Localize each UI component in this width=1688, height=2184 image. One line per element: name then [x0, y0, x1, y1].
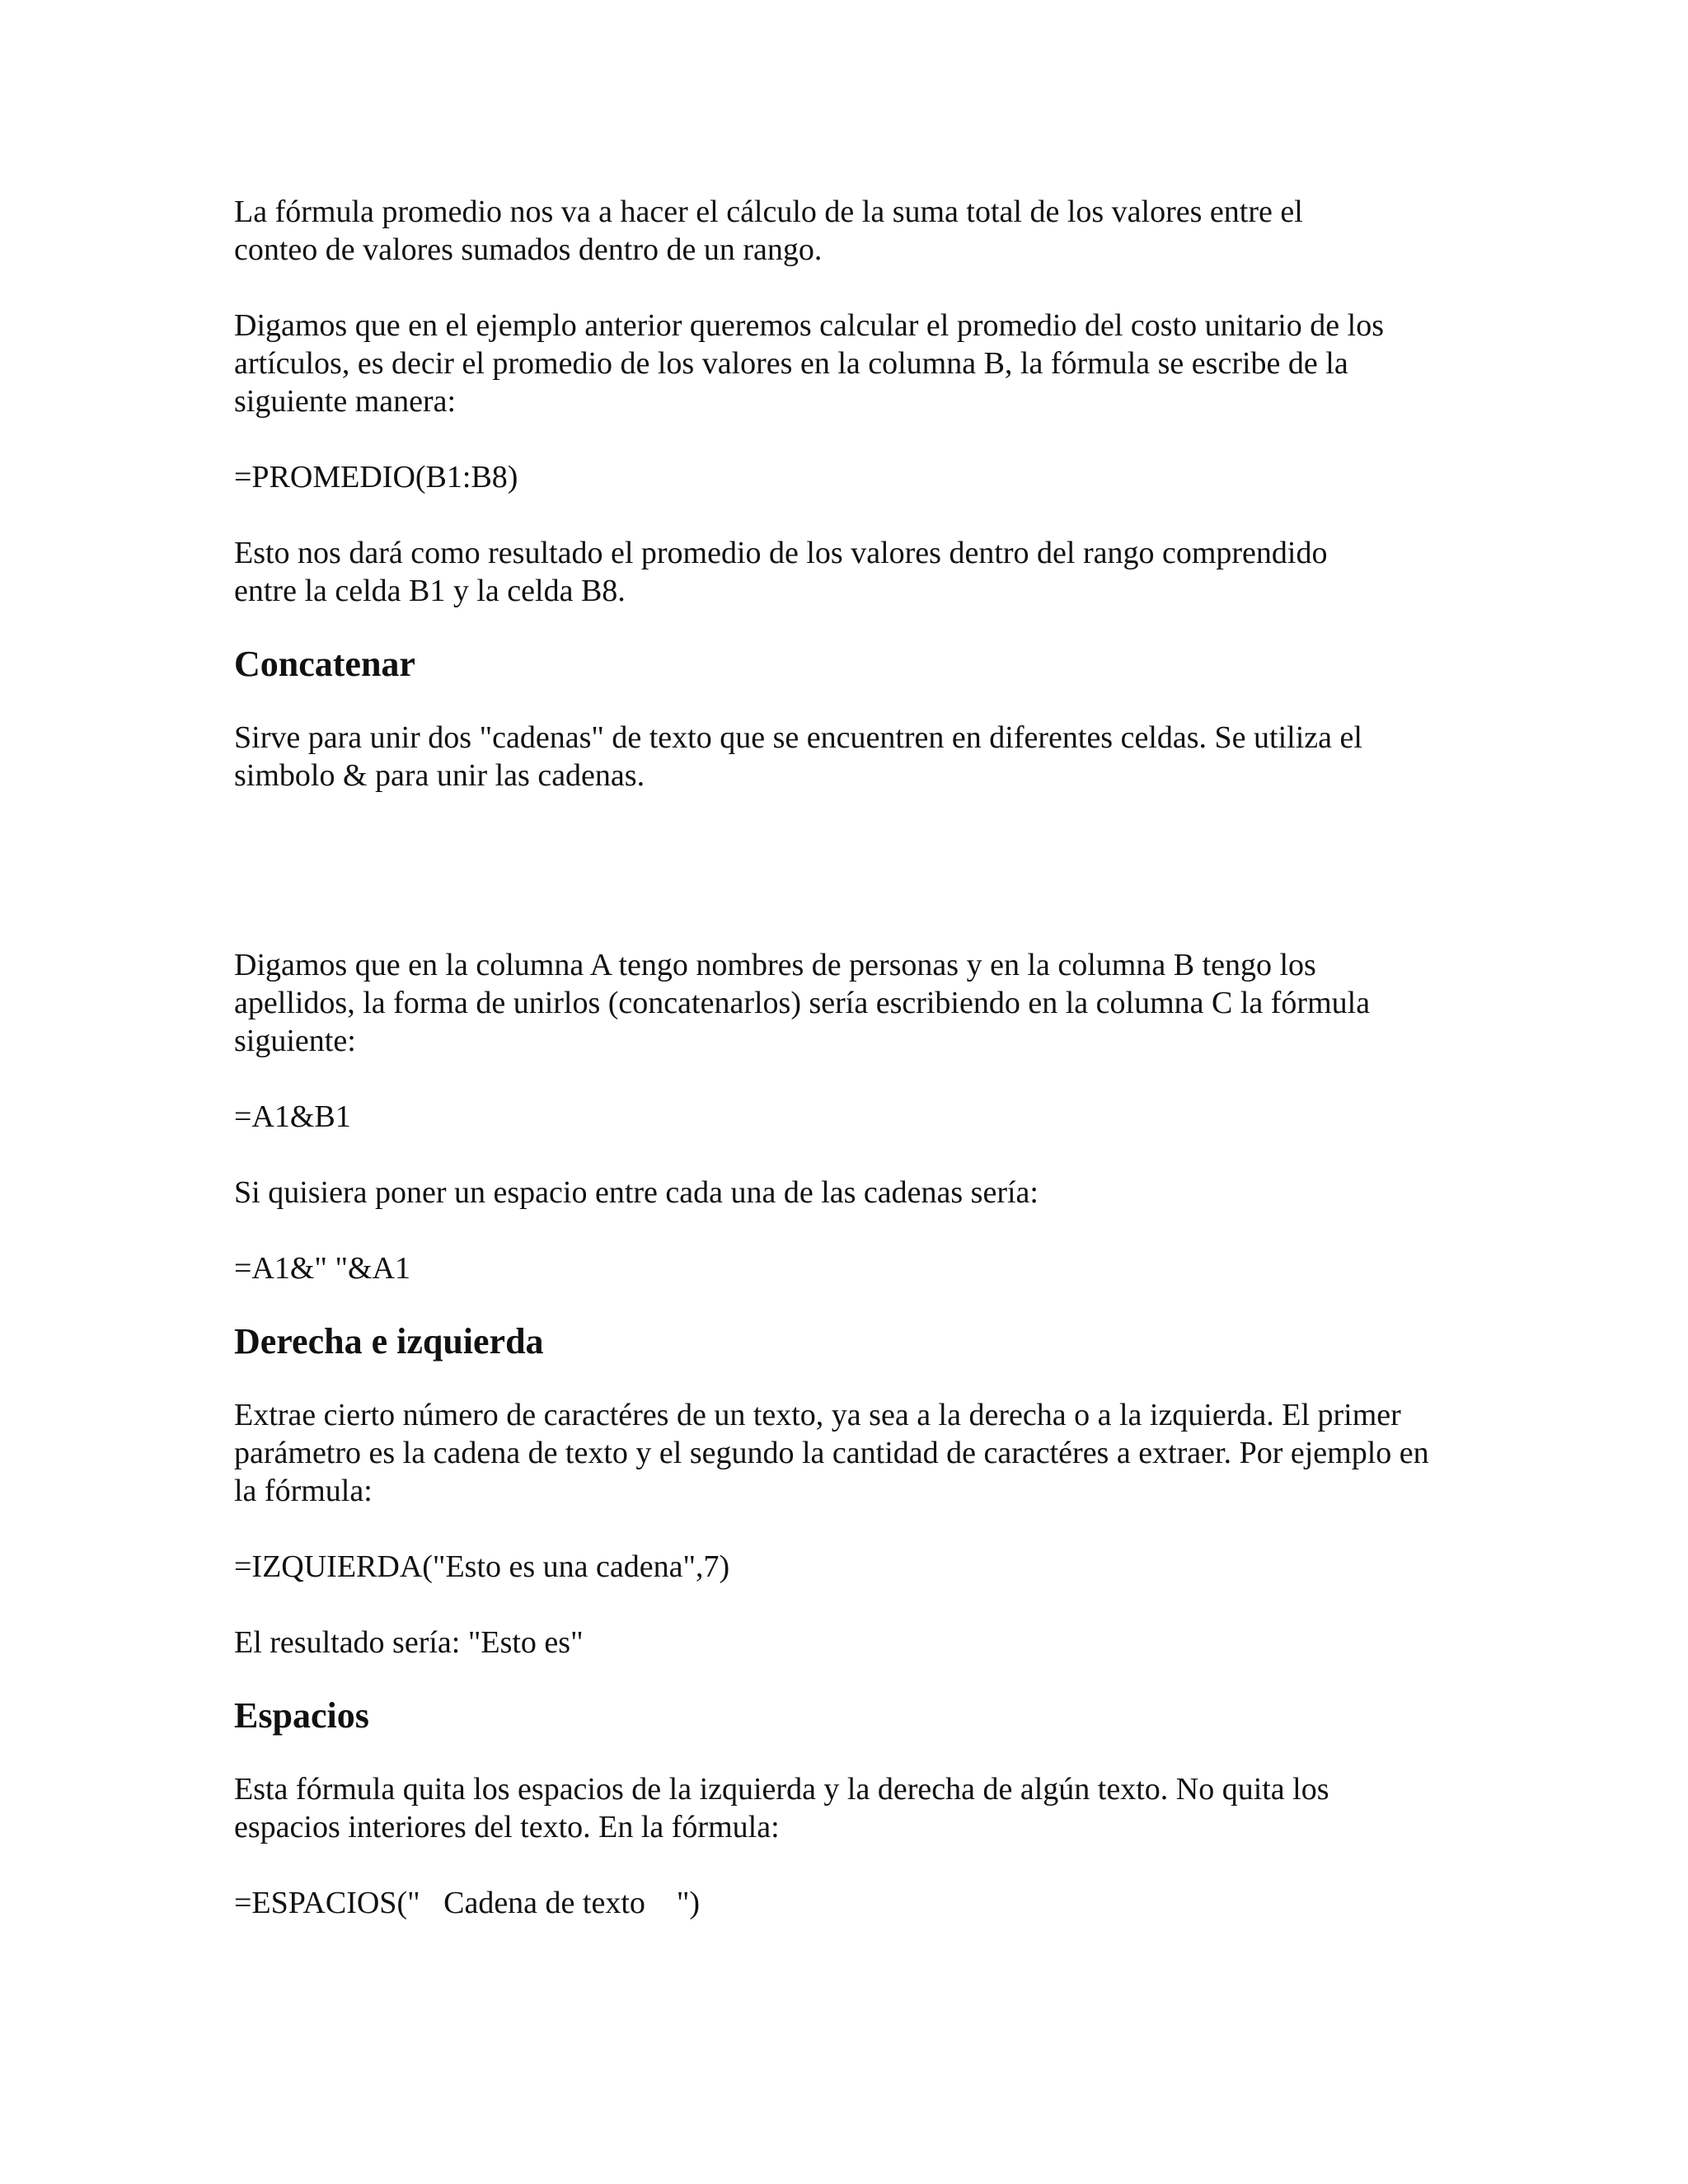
document-page: [234, 193, 1462, 1922]
intro-paragraph-3: Esto nos dará como resultado el promedio de los valores dentro del rango comprendido entre la celda B1 y la celda B8.: [234, 536, 1328, 608]
concatenar-formula-2: =A1&" "&A1: [234, 1251, 410, 1286]
derecha-paragraph-1: Extrae cierto número de caractéres de un texto, ya sea a la derecha o a la izquierda. El primer parámetro es la cadena de texto y el segundo la cantidad de caractéres a extraer. Por ejemplo en la fórmula:: [234, 1398, 1429, 1508]
concatenar-formula-1: =A1&B1: [234, 1099, 351, 1134]
espacios-formula: =ESPACIOS(" Cadena de texto "): [234, 1886, 701, 1920]
espacios-paragraph-1: Esta fórmula quita los espacios de la izquierda y la derecha de algún texto. No quita los espacios interiores del texto. En la fórmula:: [234, 1772, 1329, 1844]
intro-paragraph-1: La fórmula promedio nos va a hacer el cálculo de la suma total de los valores entre el conteo de valores sumados dentro de un rango.: [234, 194, 1303, 267]
izquierda-formula: =IZQUIERDA("Esto es una cadena",7): [234, 1549, 730, 1584]
section-heading-derecha-izquierda: Derecha e izquierda: [234, 1321, 544, 1361]
concatenar-paragraph-2: Digamos que en la columna A tengo nombres de personas y en la columna B tengo los apellidos, la forma de unirlos (concatenarlos) sería escribiendo en la columna C la fórmula siguiente:: [234, 948, 1371, 1058]
promedio-formula: =PROMEDIO(B1:B8): [234, 460, 518, 494]
derecha-paragraph-2: El resultado sería: "Esto es": [234, 1625, 584, 1660]
intro-paragraph-2: Digamos que en el ejemplo anterior queremos calcular el promedio del costo unitario de los artículos, es decir el promedio de los valores en la columna B, la fórmula se escribe de la siguiente manera:: [234, 308, 1384, 419]
section-heading-espacios: Espacios: [234, 1695, 369, 1736]
concatenar-paragraph-1: Sirve para unir dos "cadenas" de texto que se encuentren en diferentes celdas. Se utiliza el simbolo & para unir las cadenas.: [234, 720, 1362, 793]
concatenar-paragraph-3: Si quisiera poner un espacio entre cada una de las cadenas sería:: [234, 1175, 1039, 1210]
section-heading-concatenar: Concatenar: [234, 644, 415, 684]
